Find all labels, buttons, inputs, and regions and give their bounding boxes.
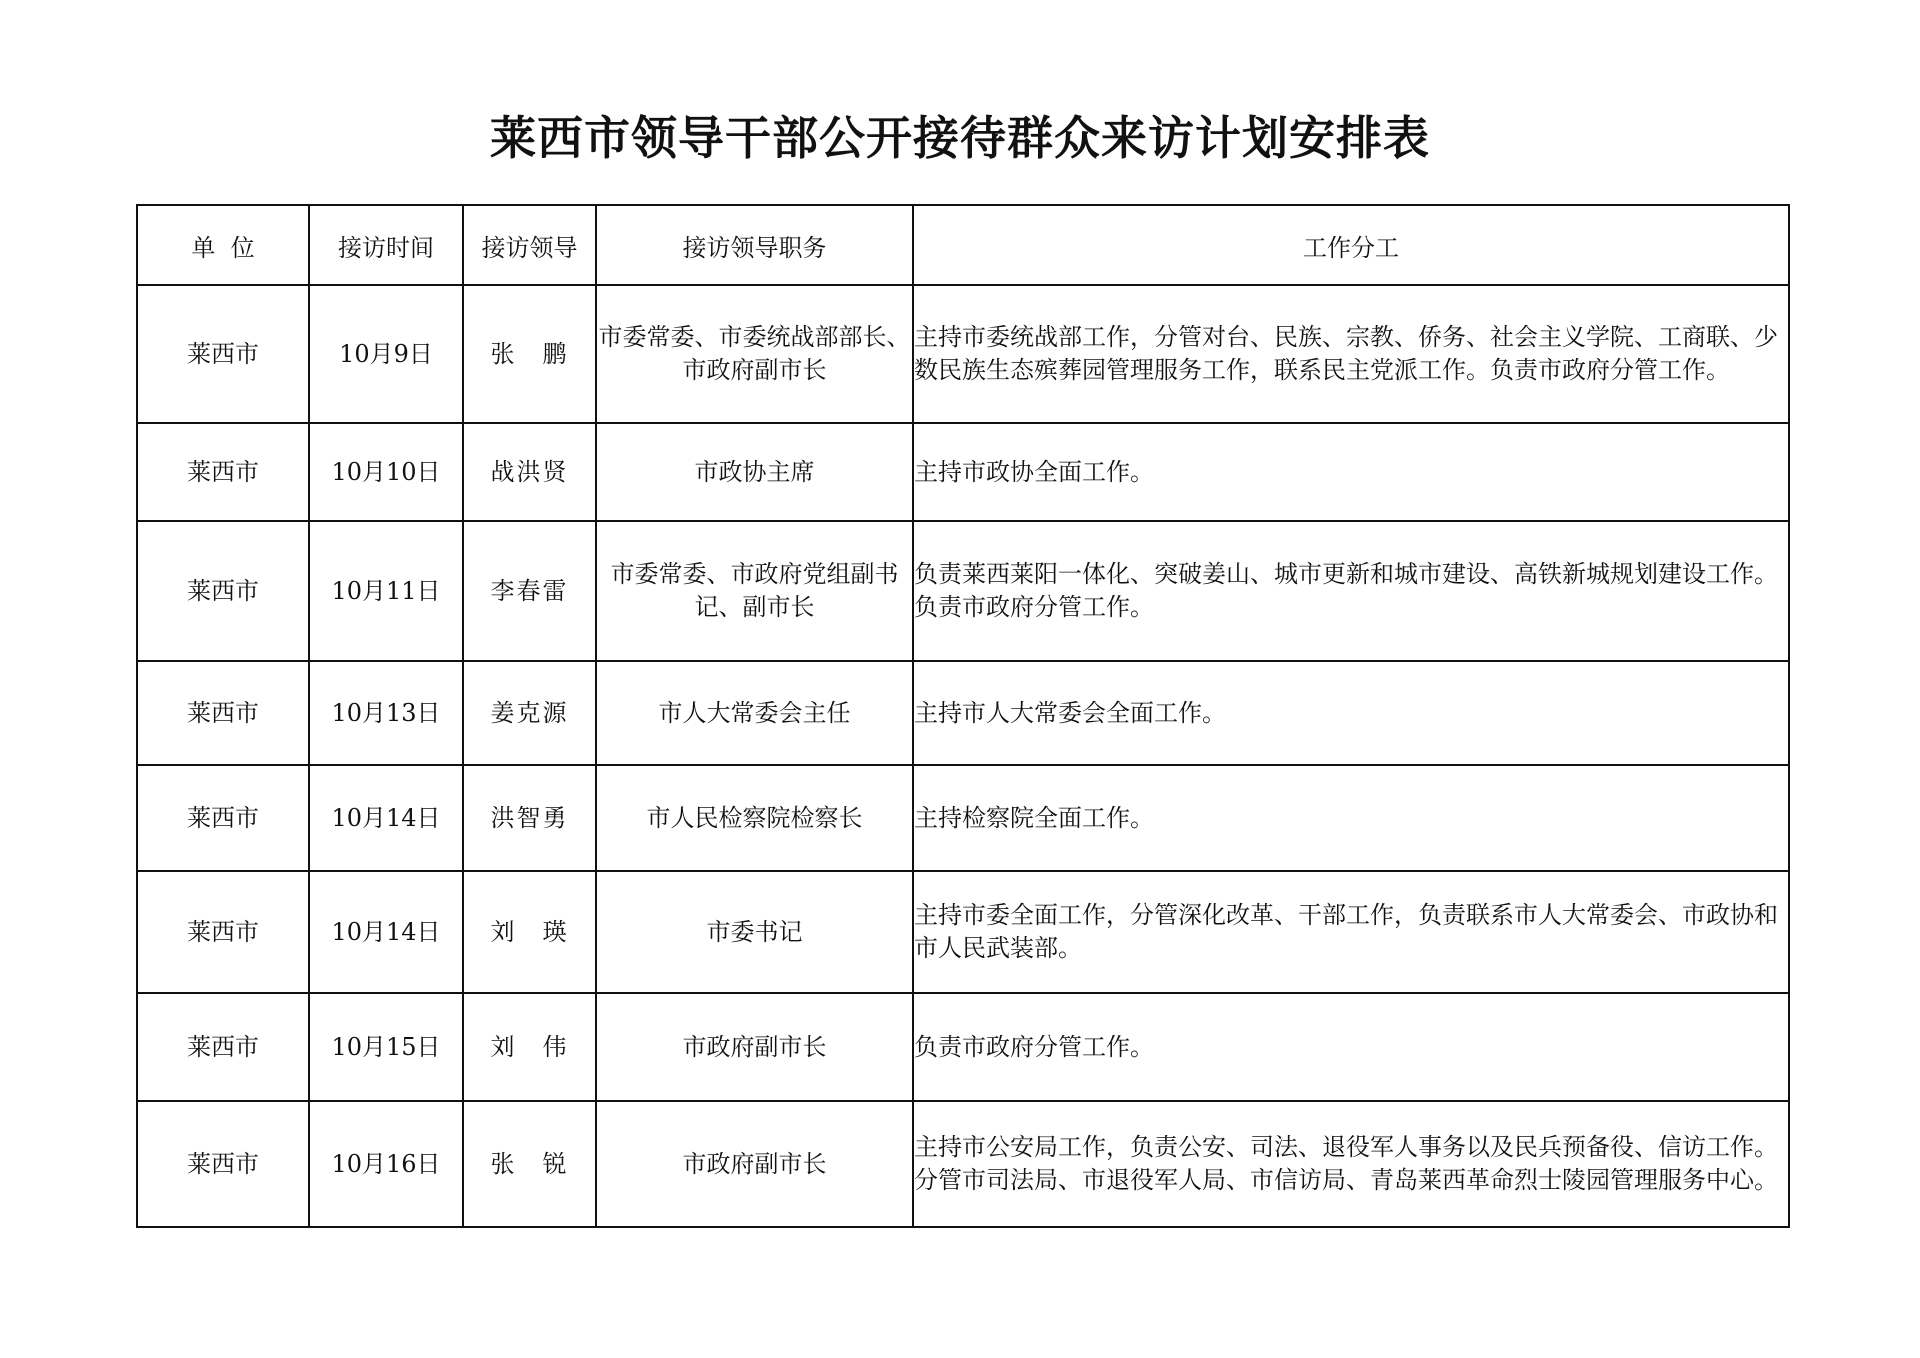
cell-time: 10月13日 — [309, 661, 463, 765]
table-header-row — [137, 205, 1789, 285]
header-duty: 工作分工 — [913, 205, 1789, 285]
cell-time: 10月15日 — [309, 993, 463, 1101]
cell-leader: 姜克源 — [463, 661, 596, 765]
table-row — [137, 661, 1789, 765]
cell-leader: 战洪贤 — [463, 423, 596, 521]
cell-duty: 负责莱西莱阳一体化、突破姜山、城市更新和城市建设、高铁新城规划建设工作。负责市政府分管工作。 — [913, 521, 1789, 661]
cell-position: 市政府副市长 — [596, 1101, 913, 1227]
cell-leader: 李春雷 — [463, 521, 596, 661]
cell-leader: 刘 瑛 — [463, 871, 596, 993]
cell-unit: 莱西市 — [137, 521, 309, 661]
cell-leader: 张 锐 — [463, 1101, 596, 1227]
table-row — [137, 285, 1789, 423]
cell-position: 市政协主席 — [596, 423, 913, 521]
table-row — [137, 765, 1789, 871]
cell-position: 市委书记 — [596, 871, 913, 993]
table-row — [137, 423, 1789, 521]
cell-time: 10月16日 — [309, 1101, 463, 1227]
table-row — [137, 993, 1789, 1101]
cell-leader: 张 鹏 — [463, 285, 596, 423]
page-title: 莱西市领导干部公开接待群众来访计划安排表 — [490, 111, 1430, 165]
cell-unit: 莱西市 — [137, 285, 309, 423]
cell-unit: 莱西市 — [137, 765, 309, 871]
cell-duty: 主持市人大常委会全面工作。 — [913, 661, 1789, 765]
header-time: 接访时间 — [309, 205, 463, 285]
cell-duty: 主持市公安局工作，负责公安、司法、退役军人事务以及民兵预备役、信访工作。分管市司法局、市退役军人局、市信访局、青岛莱西革命烈士陵园管理服务中心。 — [913, 1101, 1789, 1227]
header-position: 接访领导职务 — [596, 205, 913, 285]
table-row — [137, 871, 1789, 993]
cell-time: 10月10日 — [309, 423, 463, 521]
cell-unit: 莱西市 — [137, 993, 309, 1101]
cell-time: 10月11日 — [309, 521, 463, 661]
cell-unit: 莱西市 — [137, 871, 309, 993]
cell-time: 10月14日 — [309, 871, 463, 993]
cell-position: 市委常委、市委统战部部长、市政府副市长 — [596, 285, 913, 423]
cell-leader: 刘 伟 — [463, 993, 596, 1101]
cell-position: 市政府副市长 — [596, 993, 913, 1101]
cell-time: 10月14日 — [309, 765, 463, 871]
cell-position: 市委常委、市政府党组副书记、副市长 — [596, 521, 913, 661]
cell-unit: 莱西市 — [137, 661, 309, 765]
header-leader: 接访领导 — [463, 205, 596, 285]
table-row — [137, 1101, 1789, 1227]
cell-duty: 主持检察院全面工作。 — [913, 765, 1789, 871]
cell-duty: 负责市政府分管工作。 — [913, 993, 1789, 1101]
cell-position: 市人大常委会主任 — [596, 661, 913, 765]
cell-duty: 主持市政协全面工作。 — [913, 423, 1789, 521]
cell-unit: 莱西市 — [137, 423, 309, 521]
reception-schedule-table — [136, 204, 1790, 1228]
header-unit: 单 位 — [137, 205, 309, 285]
cell-time: 10月9日 — [309, 285, 463, 423]
table-row — [137, 521, 1789, 661]
cell-position: 市人民检察院检察长 — [596, 765, 913, 871]
cell-duty: 主持市委全面工作，分管深化改革、干部工作，负责联系市人大常委会、市政协和市人民武装部。 — [913, 871, 1789, 993]
cell-unit: 莱西市 — [137, 1101, 309, 1227]
cell-duty: 主持市委统战部工作，分管对台、民族、宗教、侨务、社会主义学院、工商联、少数民族生态殡葬园管理服务工作，联系民主党派工作。负责市政府分管工作。 — [913, 285, 1789, 423]
cell-leader: 洪智勇 — [463, 765, 596, 871]
